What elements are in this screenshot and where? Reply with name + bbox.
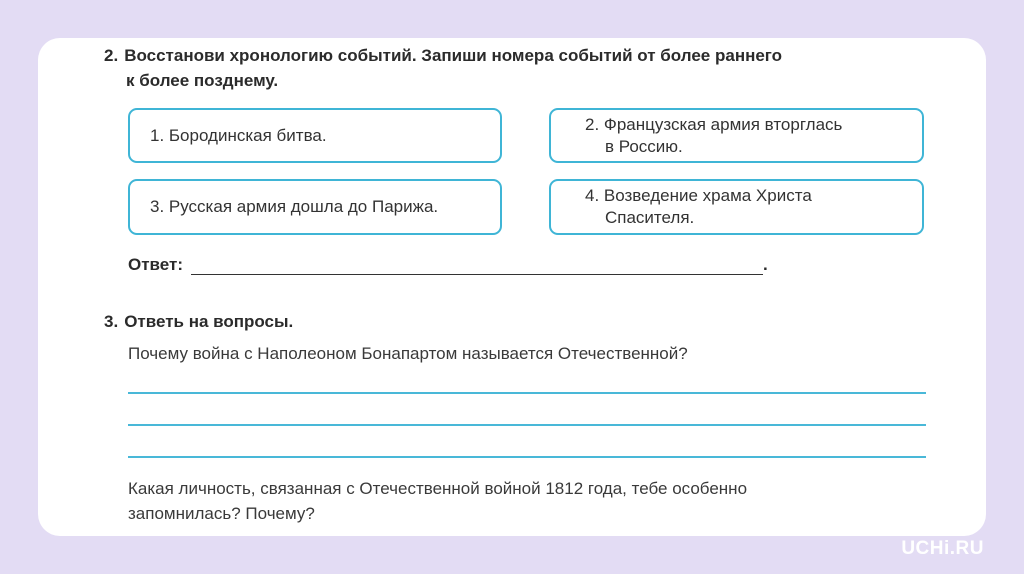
task-3-title-text: Ответь на вопросы. <box>124 312 294 331</box>
task-2-number: 2. <box>104 46 119 65</box>
event-1-line1: 1. Бородинская битва. <box>150 125 327 145</box>
answer-end: . <box>763 255 768 274</box>
event-box-2 <box>549 108 924 163</box>
answer-line[interactable] <box>191 256 763 275</box>
event-3-line1: 3. Русская армия дошла до Парижа. <box>150 197 439 216</box>
question-2-line1: Какая личность, связанная с Отечественной войной 1812 года, тебе особенно <box>128 479 748 498</box>
task-2-title <box>104 43 782 93</box>
task-3-number: 3. <box>104 312 119 331</box>
task-3-title <box>104 309 293 334</box>
uchi-watermark: UCHi.RU <box>901 538 984 559</box>
answer-write-line-1[interactable] <box>128 392 926 394</box>
question-1-text: Почему война с Наполеоном Бонапартом называется Отечественной? <box>128 344 688 363</box>
event-box-1 <box>128 108 502 163</box>
answer-label: Ответ: <box>128 255 183 274</box>
question-2-line2: запомнилась? Почему? <box>128 504 315 523</box>
event-2-line1: 2. Французская армия вторглась <box>585 114 843 134</box>
task-2-title-line1: Восстанови хронологию событий. Запиши номера событий от более раннего <box>124 46 783 65</box>
answer-write-line-2[interactable] <box>128 424 926 426</box>
event-4-line1: 4. Возведение храма Христа <box>585 186 812 205</box>
question-2 <box>128 476 747 526</box>
event-4-line2: Спасителя. <box>605 208 695 227</box>
answer-write-line-3[interactable] <box>128 456 926 458</box>
question-1 <box>128 341 688 366</box>
answer-row <box>128 255 768 275</box>
event-box-3 <box>128 179 502 235</box>
event-2-line2: в Россию. <box>605 136 683 156</box>
task-2-title-line2: к более позднему. <box>126 71 279 90</box>
event-box-4 <box>549 179 924 235</box>
